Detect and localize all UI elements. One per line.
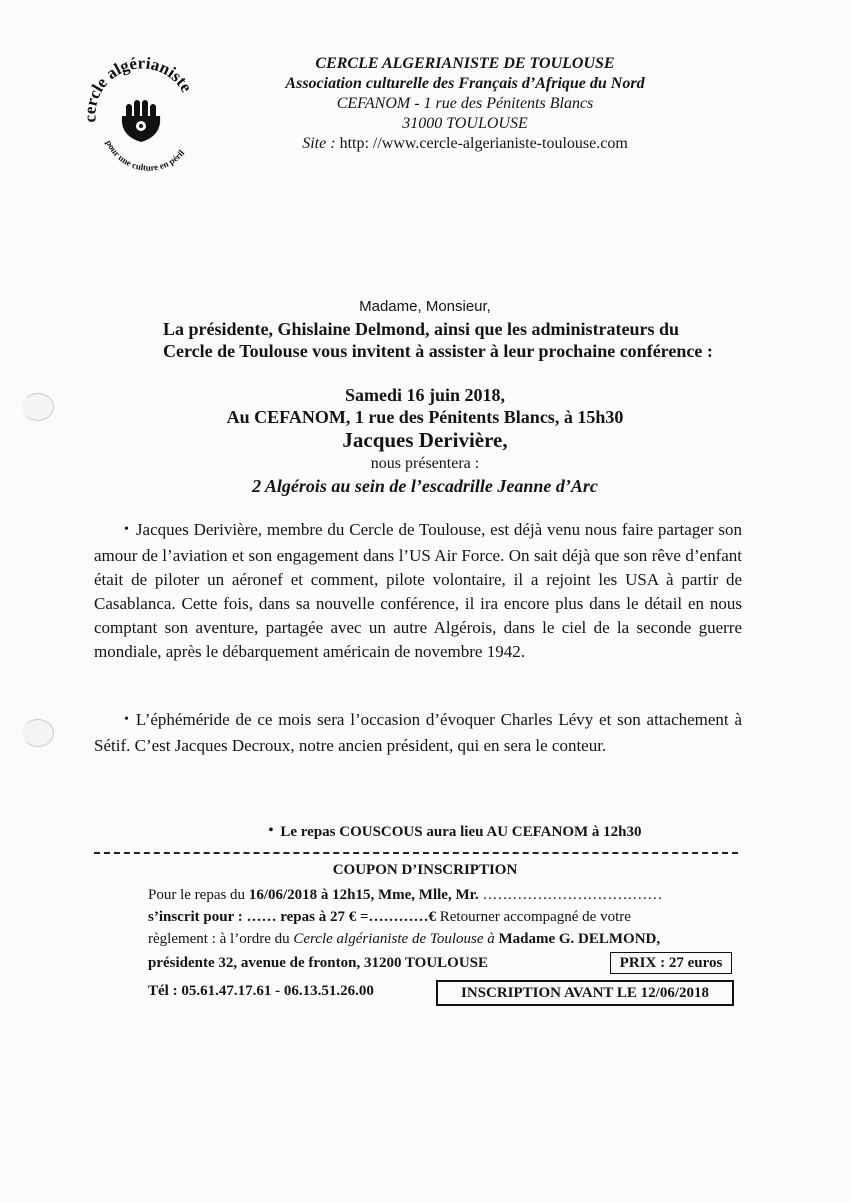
punch-hole — [22, 719, 54, 747]
coupon-line-3 — [148, 928, 732, 950]
cercle-algerianiste-logo — [76, 52, 206, 182]
bullet-icon: • — [124, 522, 129, 537]
association-name: CERCLE ALGERIANISTE DE TOULOUSE — [315, 55, 615, 72]
svg-text:pour une culture en péril — [104, 139, 186, 173]
paragraph-ephemeride — [94, 708, 742, 758]
coupon-line-1 — [148, 884, 732, 906]
speaker-name: Jacques Derivière, — [342, 428, 508, 452]
website-line — [260, 134, 670, 154]
logo-arc-bottom-text: pour une culture en péril — [104, 138, 187, 173]
deadline-box: INSCRIPTION AVANT LE 12/06/2018 — [436, 980, 734, 1006]
cut-line-divider — [94, 852, 738, 854]
coupon-meal-prefix: Pour le repas du — [148, 887, 249, 903]
coupon-address: présidente 32, avenue de fronton, 31200 TOULOUSE — [148, 955, 489, 971]
coupon-recipient: Madame G. DELMOND, — [494, 931, 661, 947]
paragraph-ephemeride-text: L’éphéméride de ce mois sera l’occasion d’évoquer Charles Lévy et son attachement à Sétif. C’est Jacques Decroux, notre ancien président, qui en sera le conteur. — [94, 710, 742, 755]
paragraph-conference-text: Jacques Derivière, membre du Cercle de Toulouse, est déjà venu nous faire partager son amour de l’aviation et son engagement dans l’US Air Force. On sait déjà que son rêve d’enfant était de piloter un aéronef et comment, pilote volontaire, il a rejoint les USA à partir de Casablanca. Cette fois, dans sa nouvelle conférence, il ira encore plus dans le détail en nous comptant son aventure, partagée avec un autre Algérois, dans le ciel de la seconde guerre mondiale, après le débarquement américain de novembre 1942. — [94, 520, 742, 661]
site-label: Site : — [302, 135, 336, 152]
bullet-icon: • — [268, 823, 274, 838]
coupon-title: COUPON D’INSCRIPTION — [332, 862, 518, 878]
coupon-quantity-field: s’inscrit pour : …… repas à 27 € =…………€ — [148, 909, 436, 925]
logo-arc-top-text: cercle algérianiste — [80, 53, 197, 124]
coupon-line-2 — [148, 906, 732, 928]
coupon-payment-prefix: règlement : à l’ordre du — [148, 931, 294, 947]
event-date: Samedi 16 juin 2018, — [344, 385, 506, 405]
address-line-2: 31000 TOULOUSE — [402, 115, 528, 132]
event-venue: Au CEFANOM, 1 rue des Pénitents Blancs, à 15h30 — [226, 407, 624, 427]
site-url: http: //www.cercle-algerianiste-toulouse.com — [339, 135, 628, 152]
association-header — [260, 54, 670, 154]
invitation-intro: La présidente, Ghislaine Delmond, ainsi que les administrateurs du Cercle de Toulouse vous invitent à assister à leur prochaine conférence : — [163, 319, 713, 361]
association-subtitle: Association culturelle des Français d’Afrique du Nord — [285, 75, 645, 92]
hand-icon — [122, 100, 160, 142]
coupon-payee: Cercle algérianiste de Toulouse à — [293, 931, 495, 947]
presents-text: nous présentera : — [370, 455, 480, 472]
punch-hole — [22, 393, 54, 421]
talk-title: 2 Algérois au sein de l’escadrille Jeanne d’Arc — [252, 476, 598, 496]
paragraph-conference — [94, 518, 742, 664]
price-box: PRIX : 27 euros — [610, 952, 732, 974]
bullet-icon: • — [124, 712, 129, 727]
coupon-name-field: ……………………………… — [478, 887, 663, 903]
meal-announcement — [0, 824, 850, 841]
coupon-phone: Tél : 05.61.47.17.61 - 06.13.51.26.00 — [148, 983, 374, 999]
meal-text: Le repas COUSCOUS aura lieu AU CEFANOM à 12h30 — [280, 824, 642, 840]
coupon-return-text: Retourner accompagné de votre — [436, 909, 631, 925]
greeting: Madame, Monsieur, — [359, 298, 491, 315]
event-details — [0, 384, 850, 497]
coupon-meal-date: 16/06/2018 à 12h15, Mme, Mlle, Mr. — [248, 887, 479, 903]
address-line-1: CEFANOM - 1 rue des Pénitents Blancs — [336, 95, 594, 112]
